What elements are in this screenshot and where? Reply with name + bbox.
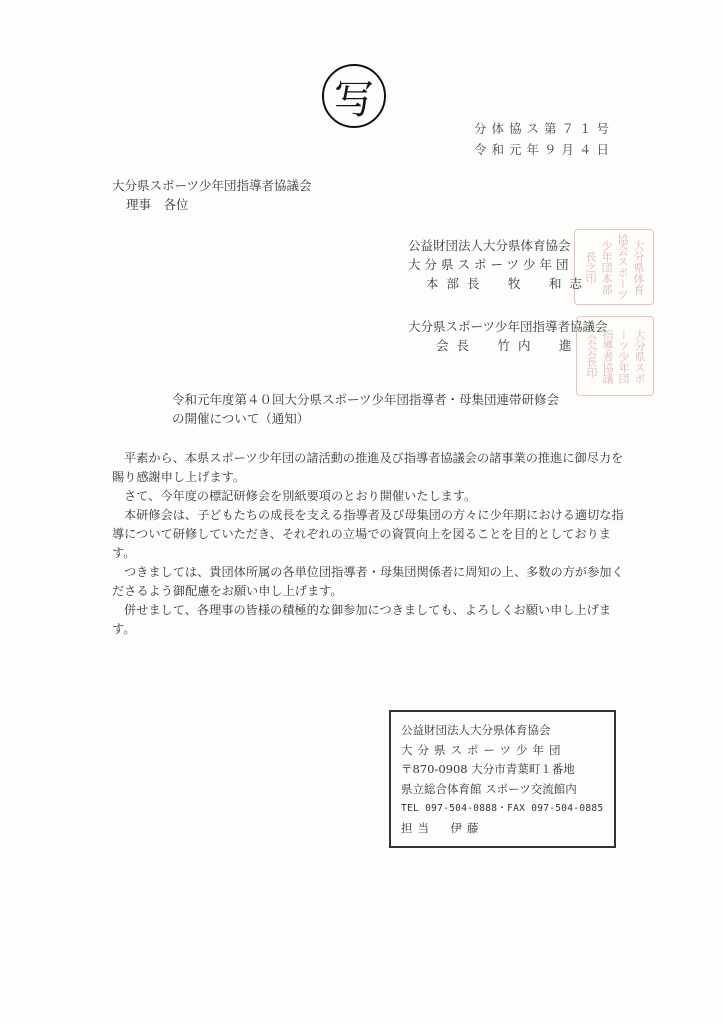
contact-building: 県立総合体育館 スポーツ交流館内 [401, 781, 577, 796]
contact-person: 担当 伊藤 [401, 820, 484, 835]
document-header [474, 118, 614, 160]
subject-line2: の開催について（通知） [172, 411, 310, 426]
seal-column: 長之印 [584, 250, 597, 284]
sender-primary-line3: 本部長 牧 和志 [426, 276, 591, 291]
seal-column: 指導者協議 [601, 328, 614, 384]
subject-line1: 令和元年度第４０回大分県スポーツ少年団指導者・母集団連帯研修会 [172, 392, 560, 407]
body-paragraph: 本研修会は、子どもたちの成長を支える指導者及び母集団の方々に少年期における適切な指導について研修していただき、それぞれの立場での資質向上を図ることを目的としております。 [112, 508, 624, 560]
body-paragraph: 併せまして、各理事の皆様の積極的な御参加につきましても、よろしくお願い申し上げます。 [112, 603, 612, 636]
contact-address: 〒870-0908 大分市青葉町１番地 [401, 762, 575, 776]
copy-stamp-icon: 写 [322, 64, 386, 128]
seal-column: 協会スポーツ [616, 234, 629, 300]
contact-phone: TEL 097-504-0888・FAX 097-504-0885 [401, 803, 604, 814]
sender-secondary-line2: 会長 竹内 進 [436, 338, 580, 353]
contact-organization: 公益財団法人大分県体育協会 [401, 723, 551, 737]
seal-column: 大分県体育 [632, 239, 645, 295]
addressee-block [112, 176, 312, 214]
seal-column: 大分県スポ [633, 328, 646, 384]
sender-primary-line1: 公益財団法人大分県体育協会 [408, 238, 571, 253]
addressee-recipients: 理事 各位 [126, 197, 189, 212]
document-date: 令和元年９月４日 [474, 142, 615, 157]
seal-column: ーツ少年団 [617, 328, 630, 384]
contact-unit: 大分県スポーツ少年団 [401, 742, 566, 757]
sender-primary-block [408, 236, 590, 293]
seal-column: 会会長印 [585, 334, 598, 378]
document-number: 分体協ス第７１号 [474, 121, 615, 136]
addressee-organization: 大分県スポーツ少年団指導者協議会 [112, 178, 312, 193]
seal-column: 少年団本部 [600, 239, 613, 295]
subject-block [172, 390, 559, 428]
contact-box [389, 710, 616, 848]
official-seal-1 [574, 229, 654, 305]
sender-secondary-line1: 大分県スポーツ少年団指導者協議会 [408, 319, 608, 334]
official-seal-2 [576, 316, 654, 396]
body-paragraph: つきましては、貴団体所属の各単位団指導者・母集団関係者に周知の上、多数の方が参加くださるよう御配慮をお願い申し上げます。 [112, 565, 624, 598]
body-paragraph: 平素から、本県スポーツ少年団の諸活動の推進及び指導者協議会の諸事業の推進に御尽力を賜り感謝申し上げます。 [112, 451, 624, 484]
body-paragraph: さて、今年度の標記研修会を別紙要項のとおり開催いたします。 [124, 489, 477, 503]
body-text [112, 449, 632, 639]
sender-primary-line2: 大分県スポーツ少年団 [408, 257, 573, 272]
